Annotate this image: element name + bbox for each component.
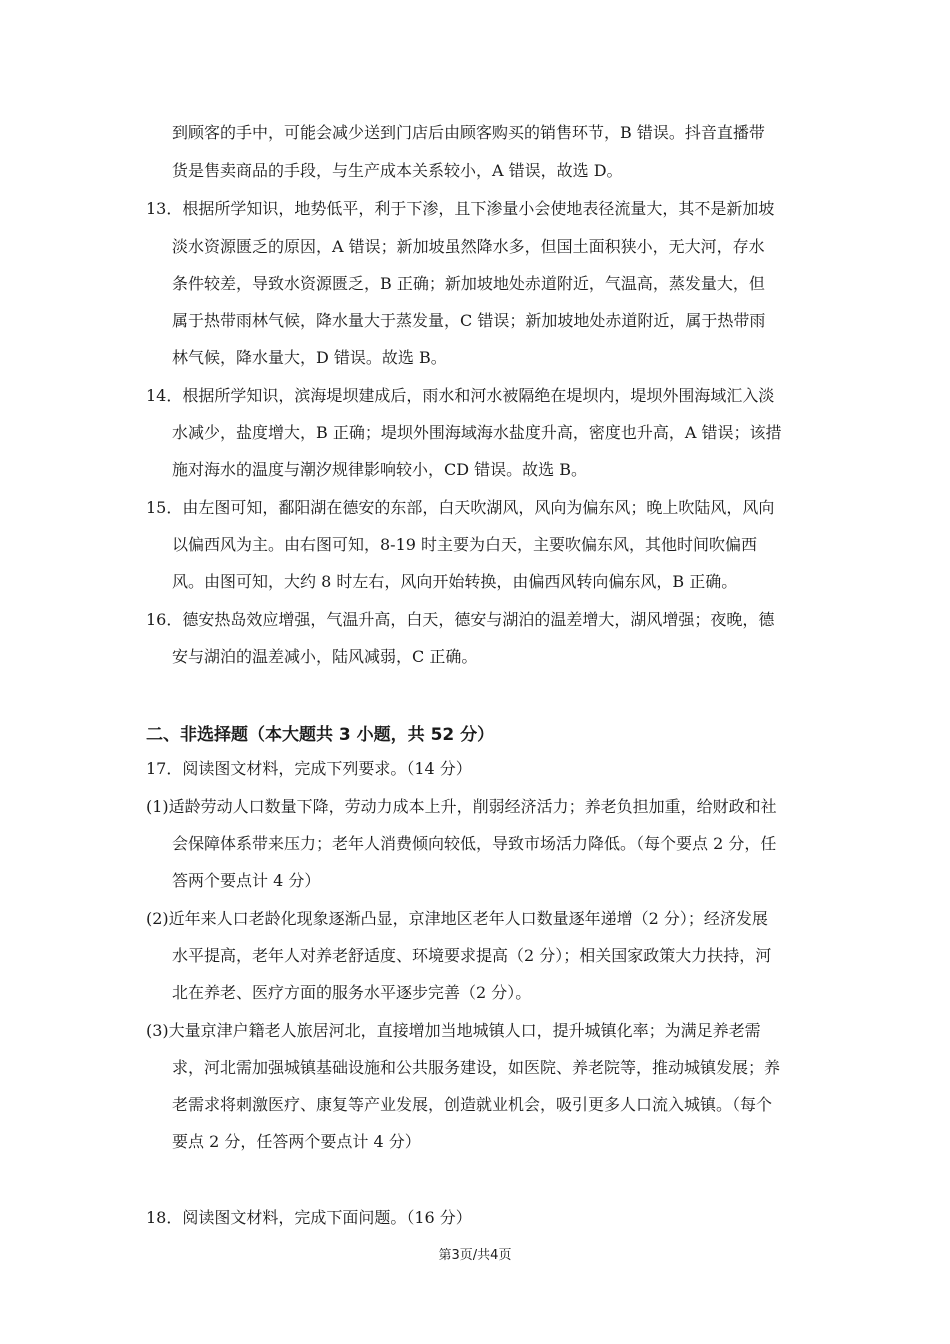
answer-14: 14．根据所学知识，滨海堤坝建成后，雨水和河水被隔绝在堤坝内，堤坝外围海域汇入淡 bbox=[146, 386, 775, 405]
section-title: 二、非选择题（本大题共 3 小题，共 52 分） bbox=[146, 725, 495, 745]
text-line: 北在养老、医疗方面的服务水平逐步完善（2 分）。 bbox=[172, 983, 532, 1002]
answer-15: 15．由左图可知，鄱阳湖在德安的东部，白天吹湖风，风向为偏东风；晚上吹陆风，风向 bbox=[146, 498, 775, 517]
text-line: 条件较差，导致水资源匮乏，B 正确；新加坡地处赤道附近，气温高，蒸发量大，但 bbox=[172, 274, 765, 293]
text-line: 风。由图可知，大约 8 时左右，风向开始转换，由偏西风转向偏东风，B 正确。 bbox=[172, 572, 738, 591]
text-line: 货是售卖商品的手段，与生产成本关系较小，A 错误，故选 D。 bbox=[172, 161, 623, 180]
text-line: 水减少，盐度增大，B 正确；堤坝外围海域海水盐度升高，密度也升高，A 错误；该措 bbox=[172, 423, 782, 442]
text-line: 要点 2 分，任答两个要点计 4 分） bbox=[172, 1132, 421, 1151]
text-line: 施对海水的温度与潮汐规律影响较小，CD 错误。故选 B。 bbox=[172, 460, 588, 479]
text-line: 到顾客的手中，可能会减少送到门店后由顾客购买的销售环节，B 错误。抖音直播带 bbox=[172, 123, 765, 142]
text-line: 求，河北需加强城镇基础设施和公共服务建设，如医院、养老院等，推动城镇发展；养 bbox=[172, 1058, 781, 1077]
text-line: 属于热带雨林气候，降水量大于蒸发量，C 错误；新加坡地处赤道附近，属于热带雨 bbox=[172, 311, 766, 330]
question-18: 18．阅读图文材料，完成下面问题。（16 分） bbox=[146, 1208, 472, 1227]
text-line: 会保障体系带来压力；老年人消费倾向较低，导致市场活力降低。（每个要点 2 分，任 bbox=[172, 834, 777, 853]
text-line: 水平提高，老年人对养老舒适度、环境要求提高（2 分）；相关国家政策大力扶持，河 bbox=[172, 946, 772, 965]
answer-16: 16．德安热岛效应增强，气温升高，白天，德安与湖泊的温差增大，湖风增强；夜晚，德 bbox=[146, 610, 775, 629]
text-line: 林气候，降水量大，D 错误。故选 B。 bbox=[172, 348, 447, 367]
text-line: 安与湖泊的温差减小，陆风减弱，C 正确。 bbox=[172, 647, 478, 666]
text-line: 老需求将刺激医疗、康复等产业发展，创造就业机会，吸引更多人口流入城镇。（每个 bbox=[172, 1095, 773, 1114]
text-line: 以偏西风为主。由右图可知，8-19 时主要为白天，主要吹偏东风，其他时间吹偏西 bbox=[172, 535, 758, 554]
answer-17-3: (3)大量京津户籍老人旅居河北，直接增加当地城镇人口，提升城镇化率；为满足养老需 bbox=[146, 1021, 761, 1040]
answer-17-2: (2)近年来人口老龄化现象逐渐凸显，京津地区老年人口数量逐年递增（2 分）；经济发展 bbox=[146, 909, 768, 928]
answer-17-1: (1)适龄劳动人口数量下降，劳动力成本上升，削弱经济活力；养老负担加重，给财政和社 bbox=[146, 797, 777, 816]
text-line: 答两个要点计 4 分） bbox=[172, 871, 321, 890]
question-17: 17．阅读图文材料，完成下列要求。（14 分） bbox=[146, 759, 472, 778]
answer-13: 13．根据所学知识，地势低平，利于下渗，且下渗量小会使地表径流量大，其不是新加坡 bbox=[146, 199, 775, 218]
page-footer: 第3页/共4页 bbox=[438, 1248, 512, 1263]
text-line: 淡水资源匮乏的原因，A 错误；新加坡虽然降水多，但国土面积狭小，无大河，存水 bbox=[172, 237, 765, 256]
